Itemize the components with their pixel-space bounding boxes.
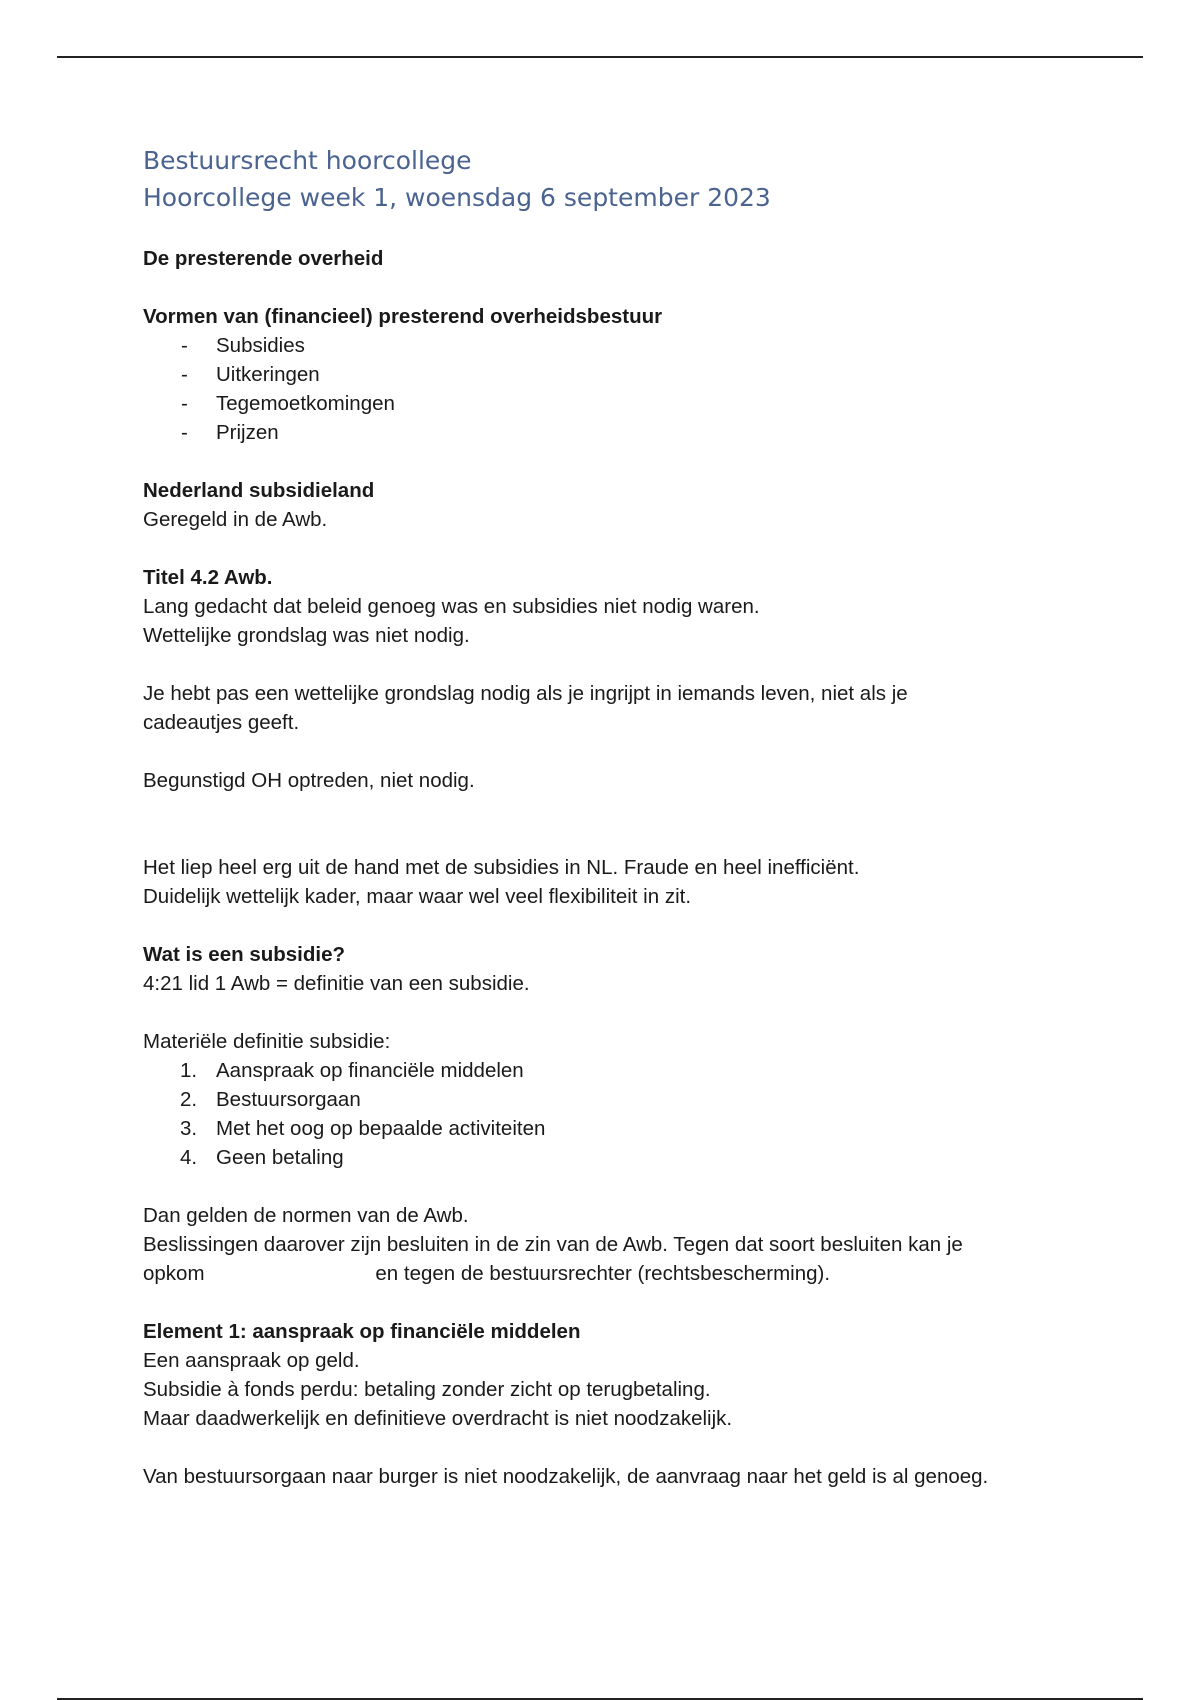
paragraph: Materiële definitie subsidie: — [143, 1030, 391, 1053]
paragraph: Van bestuursorgaan naar burger is niet noodzakelijk, de aanvraag naar het geld is al genoeg. — [143, 1465, 989, 1488]
heading-titel-4-2: Titel 4.2 Awb. — [143, 566, 273, 589]
section-titel — [143, 563, 1043, 650]
heading-wat-is-een-subsidie: Wat is een subsidie? — [143, 943, 346, 966]
section-grondslag — [143, 679, 1043, 737]
document-body — [143, 142, 1043, 1491]
vormen-list — [143, 331, 1043, 447]
list-number: 1. — [180, 1059, 198, 1082]
list-number: 3. — [180, 1117, 198, 1140]
heading-presterende-overheid: De presterende overheid — [143, 247, 384, 270]
dash-bullet: - — [181, 363, 188, 386]
dash-bullet: - — [181, 421, 188, 444]
list-item: 1. Aanspraak op financiële middelen — [143, 1056, 1043, 1085]
paragraph: opkom en tegen de bestuursrechter (rechtsbescherming). — [143, 1262, 831, 1285]
document-subtitle: Hoorcollege week 1, woensdag 6 september 2023 — [143, 183, 771, 212]
section-normen — [143, 1201, 1043, 1288]
document-title: Bestuursrecht hoorcollege — [143, 146, 472, 175]
dash-bullet: - — [181, 334, 188, 357]
section-materieel — [143, 1027, 1043, 1172]
section-closing — [143, 1462, 1043, 1491]
paragraph: Duidelijk wettelijk kader, maar waar wel veel flexibiliteit in zit. — [143, 885, 692, 908]
paragraph: Het liep heel erg uit de hand met de subsidies in NL. Fraude en heel inefficiënt. — [143, 856, 860, 879]
list-item: 2. Bestuursorgaan — [143, 1085, 1043, 1114]
list-item: - Prijzen — [143, 418, 1043, 447]
paragraph: Je hebt pas een wettelijke grondslag nodig als je ingrijpt in iemands leven, niet als je — [143, 682, 908, 705]
paragraph: Wettelijke grondslag was niet nodig. — [143, 624, 470, 647]
section-vormen — [143, 302, 1043, 447]
section-begunstigd — [143, 766, 1043, 795]
heading-vormen: Vormen van (financieel) presterend overheidsbestuur — [143, 305, 663, 328]
section-element-1 — [143, 1317, 1043, 1433]
paragraph: cadeautjes geeft. — [143, 711, 300, 734]
list-number: 4. — [180, 1146, 198, 1169]
paragraph: Subsidie à fonds perdu: betaling zonder zicht op terugbetaling. — [143, 1378, 711, 1401]
paragraph: Dan gelden de normen van de Awb. — [143, 1204, 469, 1227]
dash-bullet: - — [181, 392, 188, 415]
list-number: 2. — [180, 1088, 198, 1111]
paragraph: Lang gedacht dat beleid genoeg was en subsidies niet nodig waren. — [143, 595, 760, 618]
section-intro — [143, 244, 1043, 273]
section-nederland — [143, 476, 1043, 534]
list-item: - Subsidies — [143, 331, 1043, 360]
list-item: 3. Met het oog op bepaalde activiteiten — [143, 1114, 1043, 1143]
paragraph: Geregeld in de Awb. — [143, 508, 328, 531]
paragraph: Een aanspraak op geld. — [143, 1349, 360, 1372]
paragraph: Beslissingen daarover zijn besluiten in de zin van de Awb. Tegen dat soort besluiten kan je — [143, 1233, 963, 1256]
section-wat-is-subsidie — [143, 940, 1043, 998]
paragraph: 4:21 lid 1 Awb = definitie van een subsidie. — [143, 972, 530, 995]
paragraph: Maar daadwerkelijk en definitieve overdracht is niet noodzakelijk. — [143, 1407, 733, 1430]
list-item: - Uitkeringen — [143, 360, 1043, 389]
materieel-list — [143, 1056, 1043, 1172]
paragraph: Begunstigd OH optreden, niet nodig. — [143, 769, 475, 792]
heading-element-1: Element 1: aanspraak op financiële middelen — [143, 1320, 581, 1343]
section-fraude — [143, 853, 1043, 911]
list-item: - Tegemoetkomingen — [143, 389, 1043, 418]
heading-nederland-subsidieland: Nederland subsidieland — [143, 479, 375, 502]
list-item: 4. Geen betaling — [143, 1143, 1043, 1172]
top-rule — [57, 56, 1143, 58]
